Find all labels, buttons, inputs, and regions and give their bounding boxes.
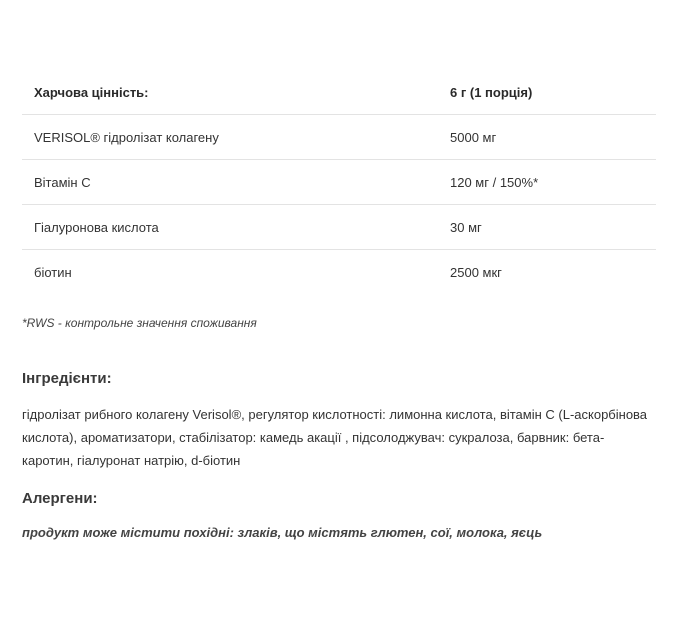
nutrition-header-name: Харчова цінність: (22, 70, 438, 115)
rws-footnote: *RWS - контрольне значення споживання (22, 316, 257, 330)
nutrient-amount: 5000 мг (438, 115, 656, 160)
nutrient-amount: 2500 мкг (450, 264, 502, 280)
nutrition-row (22, 160, 656, 205)
nutrient-name: VERISOL® гідролізат колагену (22, 115, 438, 160)
nutrition-row (22, 250, 656, 295)
allergens-heading: Алергени: (22, 490, 98, 507)
nutrient-amount: 30 мг (438, 205, 656, 250)
nutrition-table (22, 70, 656, 294)
nutrition-row (22, 205, 656, 250)
nutrition-header-row (22, 70, 656, 115)
nutrient-name: біотин (34, 264, 72, 280)
nutrition-header-amount: 6 г (1 порція) (438, 70, 656, 115)
allergens-text: продукт може містити похідні: злаків, що містять глютен, сої, молока, яєць (22, 525, 543, 540)
ingredients-heading: Інгредієнти: (22, 370, 112, 387)
nutrition-row (22, 115, 656, 160)
nutrient-amount: 120 мг / 150%* (438, 160, 656, 205)
nutrient-name: Гіалуронова кислота (22, 205, 438, 250)
nutrient-name: Вітамін С (22, 160, 438, 205)
ingredients-text: гідролізат рибного колагену Verisol®, регулятор кислотності: лимонна кислота, вітамін С (L-аскорбінова кислота), ароматизатори, стабілізатор: камедь акації , підсолоджувач: сукралоза, барвник: бета-каротин, гіалуронат натрію, d-біотин (22, 407, 648, 468)
